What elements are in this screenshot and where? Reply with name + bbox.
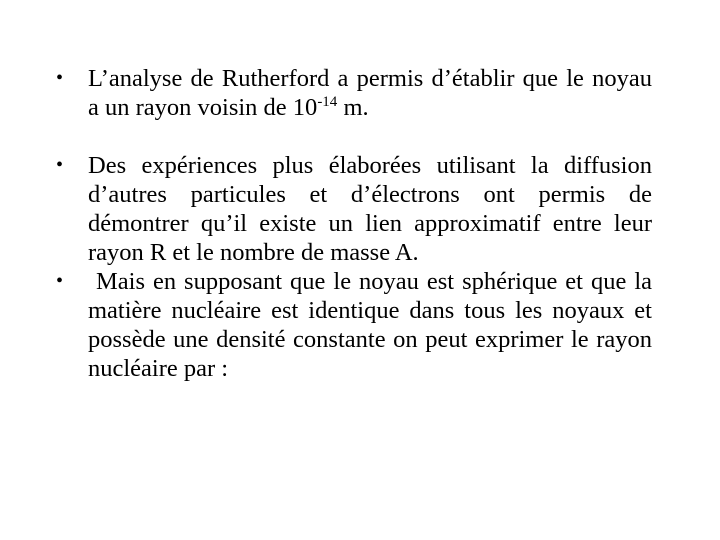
- bullet-list: [56, 64, 659, 383]
- exponent: -14: [317, 94, 338, 110]
- bullet-item-rutherford: [56, 64, 652, 122]
- bullet-point-icon: •: [56, 154, 64, 176]
- bullet-point-icon: •: [56, 67, 64, 89]
- bullet-item-spherical-nucleus: [56, 267, 659, 383]
- bullet-text: Mais en supposant que le noyau est sphérique et que la matière nucléaire est identique dans tous les noyaux et possède une densité constante on peut exprimer le rayon nucléaire par :: [88, 268, 659, 382]
- bullet-text-unit: m.: [337, 94, 369, 121]
- bullet-point-icon: •: [56, 270, 64, 292]
- bullet-text: L’analyse de Rutherford a permis d’établir que le noyau a un rayon voisin de 10: [88, 65, 652, 121]
- bullet-item-experiences: [56, 151, 652, 267]
- bullet-text: Des expériences plus élaborées utilisant la diffusion d’autres particules et d’électrons ont permis de démontrer qu’il existe un lien approximatif entre leur rayon R et le nombre de masse A.: [88, 152, 652, 266]
